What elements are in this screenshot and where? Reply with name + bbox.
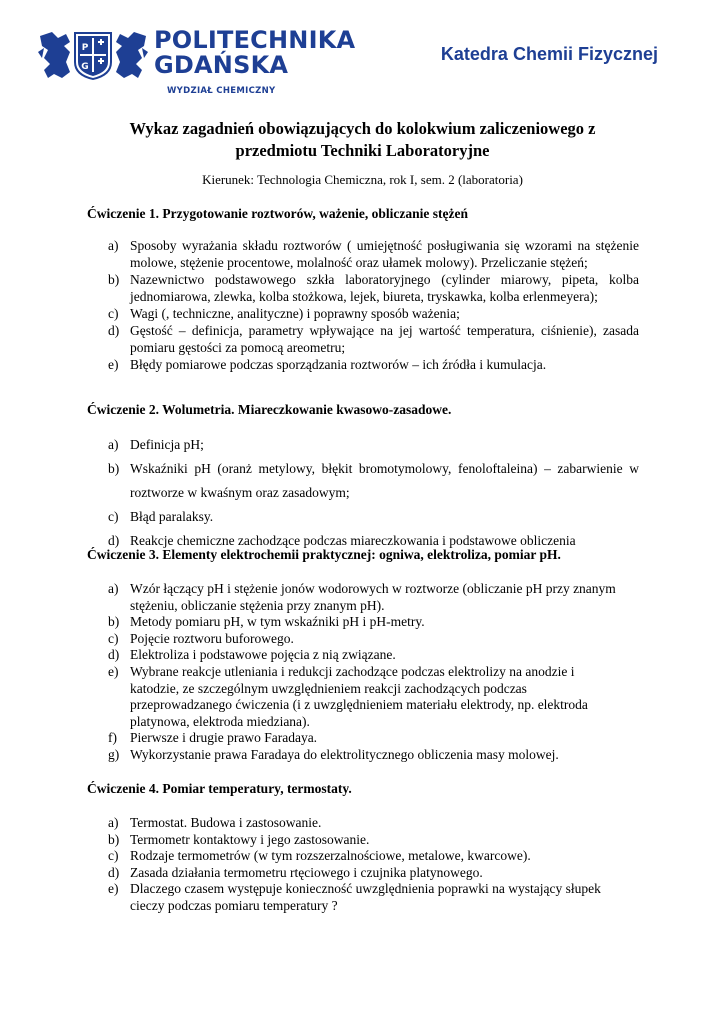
list-marker: b) [108, 461, 120, 476]
list-item-text: Wzór łączący pH i stężenie jonów wodorowych w roztworze (obliczanie pH przy znanym stężeniu, obliczanie stężenia przy znanym pH). [130, 581, 616, 613]
list-item [87, 356, 639, 373]
list-item [87, 815, 639, 832]
topic-list [87, 815, 639, 915]
list-item-text: Błędy pomiarowe podczas sporządzania roztworów – ich źródła i kumulacja. [130, 357, 547, 372]
list-item-text: Wskaźniki pH (oranż metylowy, błękit bromotymolowy, fenoloftaleina) – zabarwienie w roztworze w kwaśnym oraz zasadowym; [130, 461, 639, 500]
section-heading: Ćwiczenie 2. Wolumetria. Miareczkowanie kwasowo-zasadowe. [87, 402, 452, 417]
list-item-text: Gęstość – definicja, parametry wpływające na jej wartość temperatura, ciśnienie), zasada pomiaru gęstości za pomocą areometru; [130, 323, 639, 355]
document-title [60, 118, 665, 162]
department-name: Katedra Chemii Fizycznej [440, 44, 658, 64]
list-item [87, 581, 639, 614]
section-exercise-1 [87, 205, 639, 373]
list-marker: a) [108, 815, 119, 830]
list-item [87, 271, 639, 305]
list-item-text: Termostat. Budowa i zastosowanie. [130, 815, 322, 830]
list-item [87, 881, 639, 914]
document-title-line1: Wykaz zagadnień obowiązujących do kolokwium zaliczeniowego z [129, 119, 596, 138]
list-marker: d) [108, 533, 120, 548]
letterhead [36, 26, 656, 106]
list-item-text: Dlaczego czasem występuje konieczność uwzględnienia poprawki na wystający słupek cieczy podczas pomiaru temperatury ? [130, 881, 601, 913]
list-item-text: Elektroliza i podstawowe pojęcia z nią związane. [130, 647, 396, 663]
university-name-line1: POLITECHNIKA [154, 26, 356, 54]
list-marker: a) [108, 581, 119, 596]
list-item-text: Wybrane reakcje utleniania i redukcji zachodzące podczas elektrolizy na anodzie i katodzie, ze szczególnym uwzględnieniem reakcji zachodzących podczas przeprowadzanego ćwiczenia (i z uwzględnieniem materiału elektrody, np. elektroda platynowa, elektroda miedziana). [130, 663, 588, 729]
list-item-text: Wykorzystanie prawa Faradaya do elektrolitycznego obliczenia masy molowej. [130, 746, 559, 762]
topic-list [87, 581, 639, 764]
list-item [87, 730, 639, 747]
list-item-text: Termometr kontaktowy i jego zastosowanie. [130, 831, 370, 847]
document-subtitle: Kierunek: Technologia Chemiczna, rok I, sem. 2 (laboratoria) [202, 172, 523, 187]
list-marker: c) [108, 509, 119, 524]
section-exercise-3 [87, 546, 639, 764]
list-item-text: Metody pomiaru pH, w tym wskaźniki pH i pH-metry. [130, 614, 425, 630]
list-item [87, 614, 639, 631]
faculty-name: WYDZIAŁ CHEMICZNY [167, 86, 276, 96]
list-marker: d) [108, 323, 120, 338]
list-item [87, 305, 639, 322]
list-marker: c) [108, 848, 119, 864]
list-item [87, 848, 639, 865]
document-title-line2: przedmiotu Techniki Laboratoryjne [235, 141, 490, 160]
list-marker: d) [108, 864, 120, 880]
list-marker: e) [108, 357, 119, 372]
list-marker: e) [108, 663, 119, 679]
list-item-text: Pojęcie roztworu buforowego. [130, 630, 294, 646]
list-marker: b) [108, 831, 120, 847]
list-item [87, 457, 639, 505]
list-item [87, 664, 639, 730]
section-heading: Ćwiczenie 1. Przygotowanie roztworów, ważenie, obliczanie stężeń [87, 206, 469, 221]
list-item-text: Pierwsze i drugie prawo Faradaya. [130, 730, 318, 746]
list-item-text: Wagi (, techniczne, analityczne) i poprawny sposób ważenia; [130, 306, 460, 321]
university-name-line2: GDAŃSKA [154, 51, 289, 79]
list-marker: c) [108, 630, 119, 646]
list-item-text: Reakcje chemiczne zachodzące podczas miareczkowania i podstawowe obliczenia [130, 533, 576, 548]
list-marker: a) [108, 238, 119, 253]
topic-list [87, 433, 639, 553]
list-item-text: Zasada działania termometru rtęciowego i czujnika platynowego. [130, 864, 483, 880]
list-item [87, 747, 639, 764]
list-item [87, 237, 639, 271]
list-item [87, 647, 639, 664]
university-name [154, 28, 355, 78]
list-marker: g) [108, 746, 120, 762]
list-marker: d) [108, 647, 120, 663]
list-item [87, 865, 639, 882]
list-item [87, 433, 639, 457]
list-item-text: Rodzaje termometrów (w tym rozszerzalnościowe, metalowe, kwarcowe). [130, 848, 531, 864]
list-marker: a) [108, 437, 119, 452]
section-heading: Ćwiczenie 3. Elementy elektrochemii praktycznej: ogniwa, elektroliza, pomiar pH. [87, 547, 561, 562]
section-exercise-2 [87, 401, 639, 553]
university-logo-icon [36, 28, 150, 82]
list-marker: e) [108, 881, 119, 897]
logo-letter-g: G [81, 62, 89, 72]
section-heading: Ćwiczenie 4. Pomiar temperatury, termostaty. [87, 781, 352, 796]
list-item [87, 505, 639, 529]
logo-letter-p: P [81, 43, 89, 53]
list-marker: c) [108, 306, 119, 321]
section-exercise-4 [87, 780, 639, 915]
list-marker: b) [108, 614, 120, 630]
list-item-text: Sposoby wyrażania składu roztworów ( umiejętność posługiwania się wzorami na stężenie molowe, stężenie procentowe, molalność oraz ułamek molowy). Przeliczanie stężeń; [130, 238, 639, 270]
list-item-text: Definicja pH; [130, 437, 204, 452]
list-marker: f) [108, 730, 117, 746]
topic-list [87, 237, 639, 373]
list-item [87, 631, 639, 648]
list-item [87, 832, 639, 849]
list-marker: b) [108, 272, 120, 287]
list-item-text: Nazewnictwo podstawowego szkła laboratoryjnego (cylinder miarowy, pipeta, kolba jednomiarowa, zlewka, kolba stożkowa, lejek, biureta, tryskawka, kolba erlenmeyera); [130, 272, 639, 304]
list-item-text: Błąd paralaksy. [130, 509, 214, 524]
list-item [87, 322, 639, 356]
